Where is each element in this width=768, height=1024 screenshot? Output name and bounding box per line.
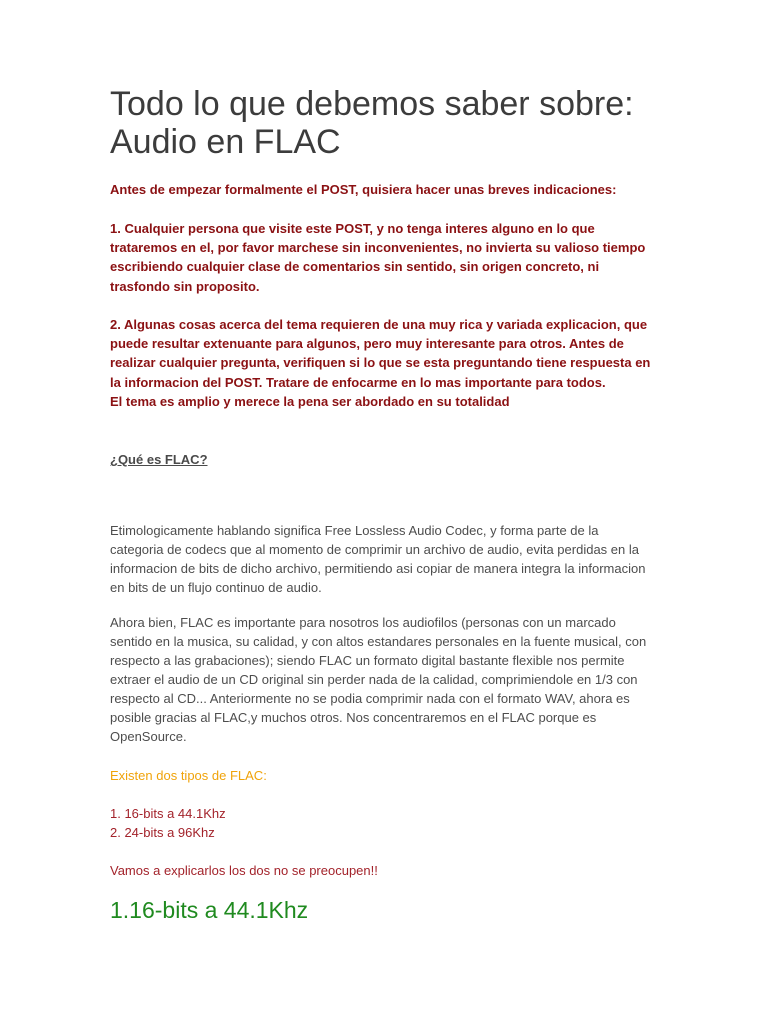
notice-point-2: 2. Algunas cosas acerca del tema requieren de una muy rica y variada explicacion, que puede resultar extenuante para algunos, pero muy interesante para otros. Antes de realizar cualquier pregunta, verifiquen si lo que se esta preguntando tiene respuesta en la informacion del POST. Tratare de enfocarme en lo mas importante para todos. (110, 317, 651, 390)
list-item: 1. 16-bits a 44.1Khz (110, 806, 226, 821)
section-heading-what-is-flac[interactable]: ¿Qué es FLAC? (110, 452, 208, 467)
notice-point-2-extra: El tema es amplio y merece la pena ser abordado en su totalidad (110, 393, 510, 409)
intro-notice: Antes de empezar formalmente el POST, quisiera hacer unas breves indicaciones: (110, 182, 617, 197)
flac-types-list (110, 804, 226, 842)
page-title: Todo lo que debemos saber sobre: Audio en FLAC (110, 85, 634, 161)
notice-point-1: 1. Cualquier persona que visite este POST, y no tenga interes alguno en lo que trataremos en el, por favor marchese sin inconvenientes, no invierta su valioso tiempo escribiendo cualquier clase de comentarios sin sentido, sin origen concreto, ni trasfondo sin proposito. (110, 221, 646, 294)
paragraph-importance: Ahora bien, FLAC es importante para nosotros los audiofilos (personas con un marcado sentido en la musica, su calidad, y con altos estandares personales en la fuente musical, con respecto a las grabaciones); siendo FLAC un formato digital bastante flexible nos permite extraer el audio de un CD original sin perder nada de la calidad, comprimiendole en 1/3 con respecto al CD... Anteriormente no se podia comprimir nada con el formato WAV, ahora es posible gracias al FLAC,y muchos otros. Nos concentraremos en el FLAC porque es OpenSource. (110, 615, 647, 744)
types-intro: Existen dos tipos de FLAC: (110, 768, 267, 783)
subheading-16bit: 1.16-bits a 44.1Khz (110, 897, 309, 923)
closing-note: Vamos a explicarlos los dos no se preocupen!! (110, 863, 378, 878)
paragraph-etymology: Etimologicamente hablando significa Free Lossless Audio Codec, y forma parte de la categoria de codecs que al momento de comprimir un archivo de audio, evita perdidas en la informacion de bits de dicho archivo, permitiendo asi copiar de manera integra la informacion en bits de un flujo continuo de audio. (110, 523, 646, 595)
list-item: 2. 24-bits a 96Khz (110, 825, 215, 840)
notice-point-2-block (110, 315, 662, 411)
